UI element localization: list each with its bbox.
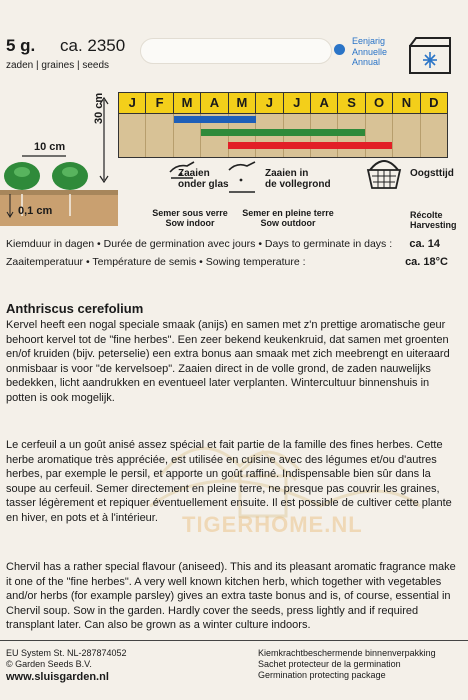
month-3: M (174, 93, 201, 113)
indoor-sub: Semer sous verre Sow indoor (152, 208, 228, 228)
month-6: J (256, 93, 283, 113)
annual-nl: Eenjarig (352, 36, 386, 46)
copyright: © Garden Seeds B.V. (6, 659, 92, 669)
description-fr: Le cerfeuil a un goût anisé assez spécial et fait partie de la famille des fines herbes. Cette herbe aromatique très appréciée, est utilisée en cuisine avec des légumes et/ou d'autres herbes, par exemple le persil, et apporte un goût raffiné. Indispensable bien sûr dans la soupe au cerfeuil. Semer directement en pleine terre, ne presque pas couvrir les graines, tasser légèrement et repiquer éventuellement ensuite. Il est possible de cultiver cette plante en hiver, en pots et à l'intérieur. (6, 439, 452, 524)
germination-label: Kiemduur in dagen • Durée de germination avec jours • Days to germinate in days : (6, 238, 393, 250)
units-label: zaden | graines | seeds (6, 60, 110, 71)
month-cell-2 (146, 114, 173, 157)
calendar-months (119, 93, 447, 114)
month-7: J (284, 93, 311, 113)
depth-label: 0,1 cm (18, 205, 53, 217)
month-5: M (229, 93, 256, 113)
germination-value: ca. 14 (409, 238, 440, 250)
month-8: A (311, 93, 338, 113)
seed-weight: 5 g. (6, 36, 36, 55)
month-11: N (393, 93, 420, 113)
sow-outdoor-icon-box (222, 158, 262, 203)
harvest-title: Oogsttijd (410, 168, 454, 179)
footer-left (6, 648, 127, 683)
outdoor-title: Zaaien in de vollegrond (265, 168, 331, 190)
description-nl: Kervel heeft een nogal speciale smaak (anijs) en samen met z'n prettige aromatische geur behoort kervel tot de "fine herbes". Een zeer bekend keukenkruid, dat samen met groenten en/of kruiden (bijv. peterselie) een extra bonus aan smaak met zich meebrengt en uiteraard onmisbaar is voor "de kervelsoep". Zaaien direct in de volle grond, de zaden nauwelijks bedekken, licht aandrukken en eventueel later verplanten. Wintercultuur binnenshuis in potten is ook mogelijk. (6, 319, 450, 404)
month-9: S (338, 93, 365, 113)
month-2: F (146, 93, 173, 113)
month-1: J (119, 93, 146, 113)
footer-divider (0, 640, 468, 641)
height-label: 30 cm (93, 92, 105, 124)
watermark-text: TIGERHOME.NL (182, 512, 363, 537)
species-title: Anthriscus cerefolium (6, 301, 144, 316)
snowflake-box-icon (406, 36, 454, 76)
annual-en: Annual (352, 57, 381, 67)
month-cell-10 (366, 114, 393, 157)
month-10: O (366, 93, 393, 113)
period-bar-indoor (174, 116, 256, 123)
harvest-sub: Récolte Harvesting (410, 210, 457, 230)
sowing-calendar (118, 92, 448, 158)
month-4: A (201, 93, 228, 113)
temperature-label: Zaaitemperatuur • Température de semis • Sowing temperature : (6, 256, 306, 268)
month-cell-12 (421, 114, 447, 157)
footer-right: Kiemkrachtbeschermende binnenverpakking Sachet protecteur de la germination Germination protecting package (258, 648, 436, 680)
website-link: www.sluisgarden.nl (6, 671, 109, 683)
month-12: D (429, 95, 439, 110)
annual-dot-icon (334, 44, 345, 55)
harvest-basket-icon (364, 152, 404, 192)
hand-seed-ground-icon (225, 158, 259, 198)
period-bar-outdoor (201, 129, 365, 136)
package-window (140, 38, 332, 64)
month-cell-11 (393, 114, 420, 157)
temperature-value: ca. 18°C (405, 256, 448, 268)
annual-label (352, 36, 387, 68)
period-bar-harvest (228, 142, 392, 149)
annual-fr: Annuelle (352, 46, 388, 57)
description-en: Chervil has a rather special flavour (aniseed). This and its pleasant aromatic fragrance make it one of the "fine herbes". A very well known kitchen herb, which together with vegetables and/or herbs (for example parsley) gives an extra taste bonus and is, of course, essential in Chervil soup. Sow in the garden. Hardly cover the seeds, press lightly and if required transplant later. Can also be grown as a winter culture indoors. (6, 561, 456, 632)
indoor-title: Zaaien onder glas (178, 168, 229, 190)
seed-count: ca. 2350 (60, 36, 126, 55)
month-cell-1 (119, 114, 146, 157)
outdoor-sub: Semer en pleine terre Sow outdoor (242, 208, 334, 228)
eu-number: EU System St. NL-287874052 (6, 648, 127, 658)
spacing-label: 10 cm (34, 141, 66, 153)
